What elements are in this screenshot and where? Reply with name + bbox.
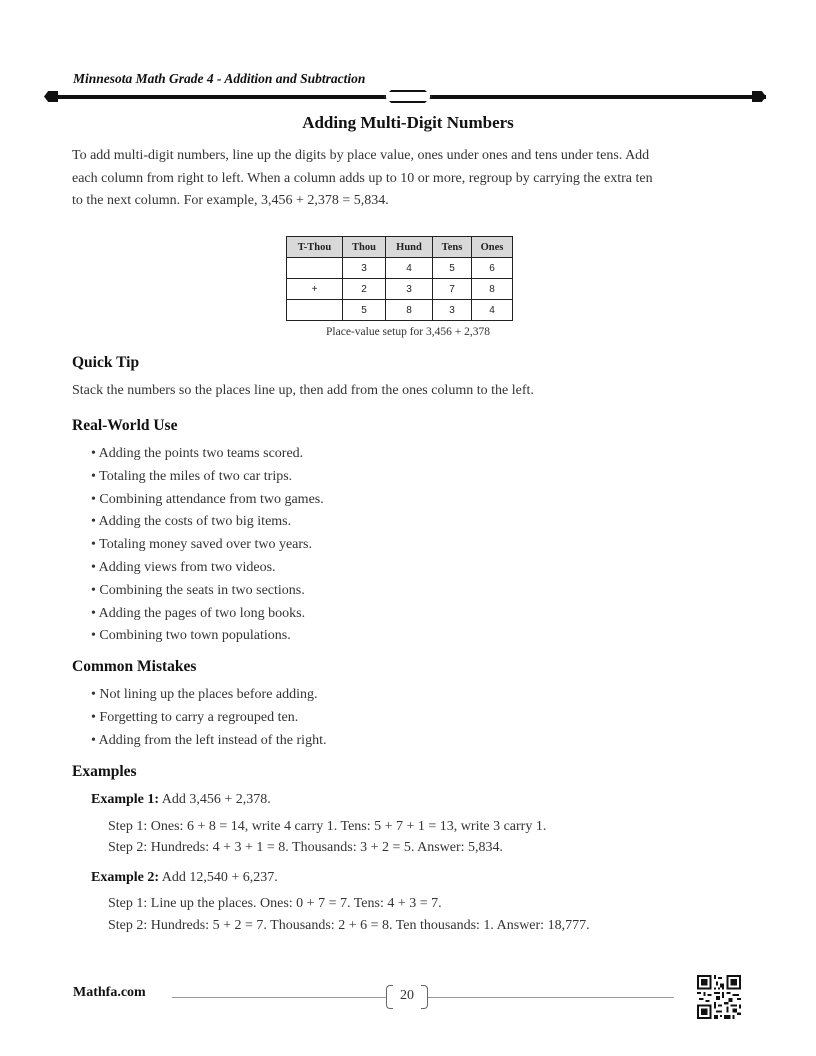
table-cell: 2 [343,279,386,300]
header-title: Minnesota Math Grade 4 - Addition and Subtraction [73,71,366,86]
quick-tip-text: Stack the numbers so the places line up, then add from the ones column to the left. [72,383,534,398]
table-header: Ones [472,237,513,258]
mistakes-heading: Common Mistakes [72,658,197,675]
table-cell: 3 [386,279,433,300]
intro-line: To add multi-digit numbers, line up the digits by place value, ones under ones and tens under tens. Add [72,148,650,163]
example-prompt: Add 3,456 + 2,378. [161,792,271,807]
table-row [287,258,513,279]
footer-divider-right [428,997,674,998]
table-cell: 8 [386,300,433,321]
list-item: • Adding the pages of two long books. [91,605,306,621]
page-number-box [386,985,428,1009]
table-cell: 5 [433,258,472,279]
real-world-list [91,443,324,648]
examples-heading: Examples [72,763,137,780]
table-header: T-Thou [287,237,343,258]
table-cell: + [287,279,343,300]
list-item: • Adding views from two videos. [91,559,276,575]
example-label: Example 2: [91,870,160,885]
example-label: Example 1: [91,792,160,807]
page-number: 20 [400,988,414,1003]
table-cell [287,258,343,279]
table-cell: 5 [343,300,386,321]
table-row [287,300,513,321]
list-item: • Totaling the miles of two car trips. [91,468,293,484]
example-step: Step 2: Hundreds: 4 + 3 + 1 = 8. Thousands: 3 + 2 = 5. Answer: 5,834. [108,840,504,855]
footer-divider-left [172,997,386,998]
page-title: Adding Multi-Digit Numbers [302,113,514,132]
table-header-row [287,237,513,258]
list-item: • Adding the costs of two big items. [91,514,292,530]
quick-tip-heading: Quick Tip [72,354,140,371]
example-1-header [91,792,271,808]
list-item: • Adding the points two teams scored. [91,446,304,461]
list-item: • Combining two town populations. [91,628,291,644]
table-cell: 7 [433,279,472,300]
place-value-table [286,236,513,321]
table-caption: Place-value setup for 3,456 + 2,378 [326,326,490,338]
table-cell: 3 [343,258,386,279]
divider-center-ornament [384,90,432,103]
table-cell: 3 [433,300,472,321]
divider-right-cap [752,91,766,102]
table-header: Tens [433,237,472,258]
footer-site-link[interactable]: Mathfa.com [73,985,146,1000]
real-world-heading: Real-World Use [72,417,178,434]
intro-line: each column from right to left. When a column adds up to 10 or more, regroup by carrying the extra ten [72,170,653,186]
example-step: Step 1: Ones: 6 + 8 = 14, write 4 carry 1. Tens: 5 + 7 + 1 = 13, write 3 carry 1. [108,819,547,834]
list-item: • Forgetting to carry a regrouped ten. [91,709,299,725]
example-prompt: Add 12,540 + 6,237. [161,870,278,885]
intro-line: to the next column. For example, 3,456 + 2,378 = 5,834. [72,193,389,208]
list-item: • Not lining up the places before adding. [91,687,318,702]
table-cell [287,300,343,321]
divider-left-cap [44,91,58,102]
mistakes-list [91,684,326,752]
table-row [287,279,513,300]
list-item: • Adding from the left instead of the right. [91,732,327,748]
list-item: • Combining the seats in two sections. [91,582,305,598]
example-step: Step 2: Hundreds: 5 + 2 = 7. Thousands: 2 + 6 = 8. Ten thousands: 1. Answer: 18,777. [108,918,590,933]
qr-code-icon[interactable] [697,975,741,1019]
table-cell: 4 [472,300,513,321]
table-cell: 8 [472,279,513,300]
table-cell: 6 [472,258,513,279]
table-cell: 4 [386,258,433,279]
example-2-header [91,870,278,886]
example-step: Step 1: Line up the places. Ones: 0 + 7 = 7. Tens: 4 + 3 = 7. [108,896,442,911]
list-item: • Combining attendance from two games. [91,491,324,507]
list-item: • Totaling money saved over two years. [91,537,312,553]
table-header: Thou [343,237,386,258]
table-header: Hund [386,237,433,258]
intro-paragraph [72,145,748,213]
